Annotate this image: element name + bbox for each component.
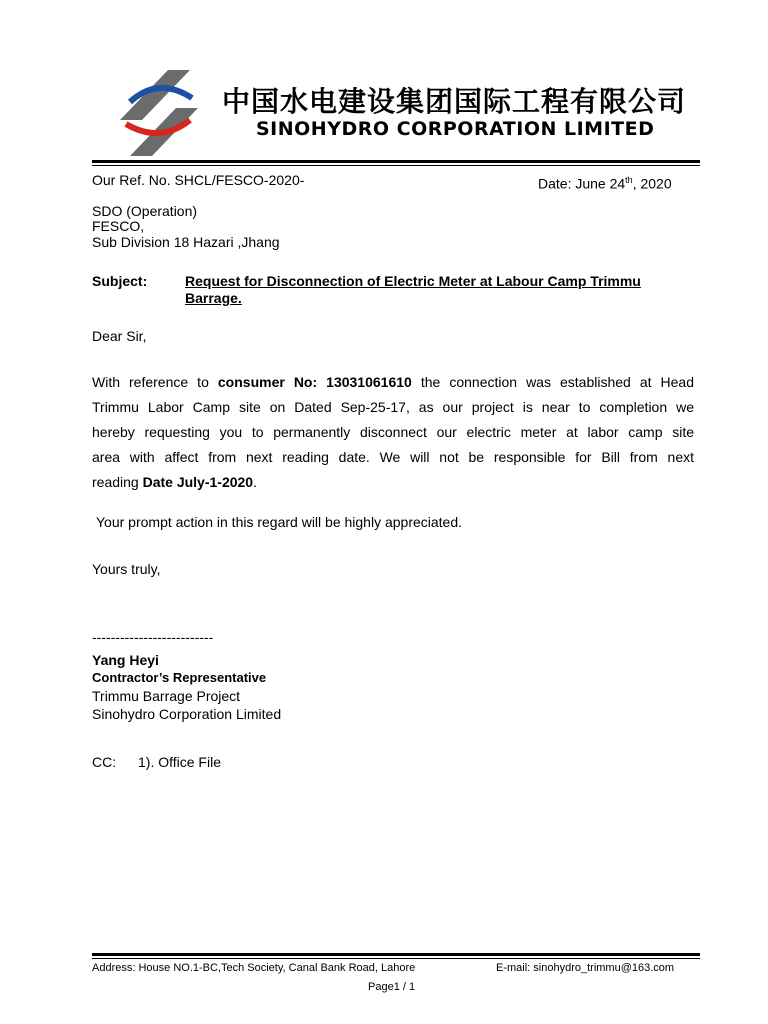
sinohydro-logo bbox=[108, 68, 210, 158]
sign-off: Yours truly, bbox=[92, 561, 161, 577]
signatory-name: Yang Heyi bbox=[92, 652, 159, 668]
header-rule-thin bbox=[92, 165, 700, 166]
header-rule-thick bbox=[92, 160, 700, 163]
footer-email: E-mail: sinohydro_trimmu@163.com bbox=[496, 962, 675, 974]
recipient-line-3: Sub Division 18 Hazari ,Jhang bbox=[92, 234, 280, 250]
footer-rule-thin bbox=[92, 958, 700, 959]
cc-label: CC: bbox=[92, 754, 117, 770]
signatory-title: Contractor’s Representative bbox=[92, 670, 267, 685]
subject-line-2: Barrage. bbox=[185, 290, 242, 306]
signature-line: -------------------------- bbox=[92, 629, 214, 645]
effective-date: Date July-1-2020 bbox=[142, 474, 254, 490]
signatory-company: Sinohydro Corporation Limited bbox=[92, 706, 282, 722]
body-line-5: reading Date July-1-2020. bbox=[92, 474, 257, 490]
cc-item: 1). Office File bbox=[138, 754, 221, 770]
signatory-project: Trimmu Barrage Project bbox=[92, 688, 241, 704]
consumer-number: consumer No: 13031061610 bbox=[217, 374, 412, 390]
body-line-3: hereby requesting you to permanently disconnect our electric meter at labor camp site bbox=[92, 424, 694, 440]
footer-address: Address: House NO.1-BC,Tech Society, Canal Bank Road, Lahore bbox=[92, 962, 416, 974]
letter-date: Date: June 24th, 2020 bbox=[538, 175, 672, 192]
body-line-2: Trimmu Labor Camp site on Dated Sep-25-17, as our project is near to completion we bbox=[92, 399, 694, 415]
company-chinese-name: 中国水电建设集团国际工程有限公司 bbox=[222, 85, 687, 118]
salutation: Dear Sir, bbox=[92, 328, 147, 344]
body-line-1: With reference to consumer No: 13031061610 the connection was established at Head bbox=[92, 374, 694, 390]
recipient-line-2: FESCO, bbox=[92, 218, 145, 234]
page-number: Page1 / 1 bbox=[368, 981, 416, 993]
reference-number: Our Ref. No. SHCL/FESCO-2020- bbox=[92, 172, 305, 188]
subject-label: Subject: bbox=[92, 273, 148, 289]
body-paragraph bbox=[92, 370, 694, 495]
footer-rule-thick bbox=[92, 953, 700, 956]
subject-line-1: Request for Disconnection of Electric Meter at Labour Camp Trimmu bbox=[185, 273, 641, 289]
body-line-4: area with affect from next reading date. We will not be responsible for Bill from next bbox=[92, 449, 694, 465]
company-english-name: SINOHYDRO CORPORATION LIMITED bbox=[256, 118, 655, 140]
recipient-line-1: SDO (Operation) bbox=[92, 203, 198, 219]
closing-line: Your prompt action in this regard will be highly appreciated. bbox=[96, 514, 463, 530]
